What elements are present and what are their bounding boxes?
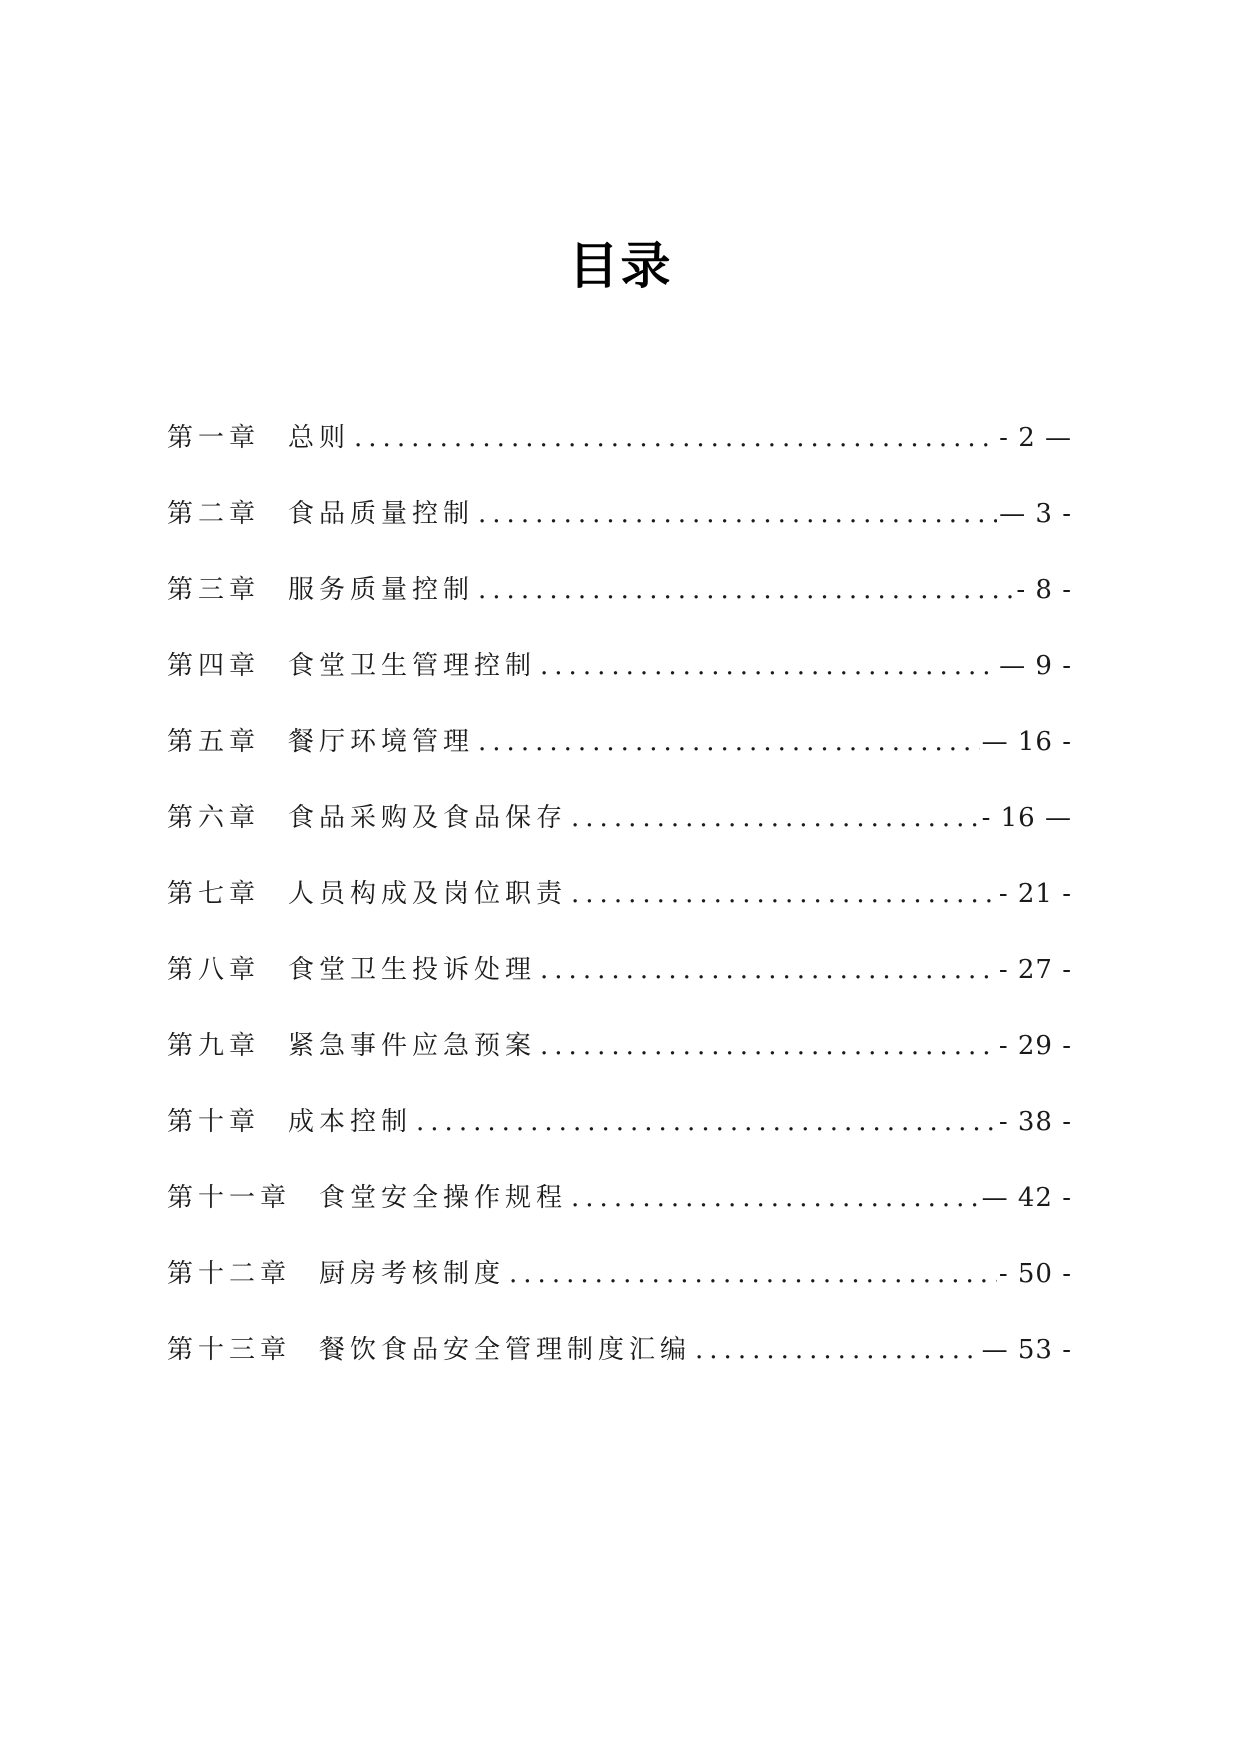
- toc-dot-leader: [412, 1096, 997, 1148]
- toc-entry-title: 食品质量控制: [288, 499, 475, 529]
- toc-dot-leader: [536, 944, 997, 996]
- toc-entry-title: 食堂安全操作规程: [319, 1183, 568, 1213]
- toc-page-number: — 42 -: [981, 1183, 1072, 1213]
- toc-chapter-label: 第十三章: [167, 1335, 292, 1365]
- toc-page-number: - 8 -: [1016, 575, 1072, 605]
- toc-entry-title: 厨房考核制度: [319, 1259, 506, 1289]
- toc-page-number: — 16 -: [981, 727, 1072, 757]
- toc-entry-title: 紧急事件应急预案: [288, 1031, 537, 1061]
- toc-chapter-label: 第十章: [167, 1107, 261, 1137]
- toc-entry: [167, 868, 1072, 944]
- toc-dot-leader: [567, 1172, 980, 1224]
- toc-entry-title: 食堂卫生管理控制: [288, 651, 537, 681]
- toc-chapter-label: 第八章: [167, 955, 261, 985]
- toc-page-number: - 38 -: [998, 1107, 1072, 1137]
- toc-dot-leader: [567, 868, 997, 920]
- toc-list: [167, 412, 1072, 1400]
- toc-page-number: - 2 —: [999, 423, 1072, 453]
- toc-entry: [167, 1172, 1072, 1248]
- toc-dot-leader: [474, 564, 1014, 616]
- toc-entry: [167, 412, 1072, 488]
- toc-entry-title: 总则: [288, 423, 351, 453]
- toc-chapter-label: 第四章: [167, 651, 261, 681]
- toc-chapter-label: 第六章: [167, 803, 261, 833]
- toc-page-number: - 29 -: [998, 1031, 1072, 1061]
- toc-page-number: - 50 -: [998, 1259, 1072, 1289]
- toc-chapter-label: 第五章: [167, 727, 261, 757]
- toc-entry-title: 餐饮食品安全管理制度汇编: [319, 1335, 692, 1365]
- toc-chapter-label: 第九章: [167, 1031, 261, 1061]
- toc-entry: [167, 640, 1072, 716]
- toc-title: 目录: [568, 237, 673, 295]
- toc-chapter-label: 第三章: [167, 575, 261, 605]
- toc-entry-title: 餐厅环境管理: [288, 727, 475, 757]
- toc-page-number: - 16 —: [981, 803, 1072, 833]
- toc-entry-title: 成本控制: [288, 1107, 413, 1137]
- toc-entry: [167, 488, 1072, 564]
- toc-chapter-label: 第十二章: [167, 1259, 292, 1289]
- toc-dot-leader: [474, 716, 980, 768]
- toc-page-number: — 3 -: [999, 499, 1072, 529]
- toc-entry-title: 人员构成及岗位职责: [288, 879, 568, 909]
- toc-dot-leader: [350, 412, 997, 464]
- toc-entry: [167, 1324, 1072, 1400]
- toc-entry-title: 食品采购及食品保存: [288, 803, 568, 833]
- toc-entry: [167, 564, 1072, 640]
- toc-dot-leader: [505, 1248, 997, 1300]
- toc-chapter-label: 第七章: [167, 879, 261, 909]
- toc-page-number: — 9 -: [999, 651, 1072, 681]
- toc-page-number: - 21 -: [998, 879, 1072, 909]
- toc-entry: [167, 1248, 1072, 1324]
- toc-entry-title: 食堂卫生投诉处理: [288, 955, 537, 985]
- toc-dot-leader: [536, 1020, 997, 1072]
- toc-entry: [167, 944, 1072, 1020]
- toc-entry: [167, 1020, 1072, 1096]
- toc-dot-leader: [536, 640, 997, 692]
- toc-dot-leader: [691, 1324, 980, 1376]
- toc-dot-leader: [567, 792, 980, 844]
- toc-entry: [167, 1096, 1072, 1172]
- toc-chapter-label: 第十一章: [167, 1183, 292, 1213]
- toc-chapter-label: 第二章: [167, 499, 261, 529]
- toc-page-number: - 27 -: [998, 955, 1072, 985]
- toc-page-number: — 53 -: [981, 1335, 1072, 1365]
- toc-entry: [167, 792, 1072, 868]
- toc-entry-title: 服务质量控制: [288, 575, 475, 605]
- toc-entry: [167, 716, 1072, 792]
- toc-chapter-label: 第一章: [167, 423, 261, 453]
- toc-dot-leader: [474, 488, 997, 540]
